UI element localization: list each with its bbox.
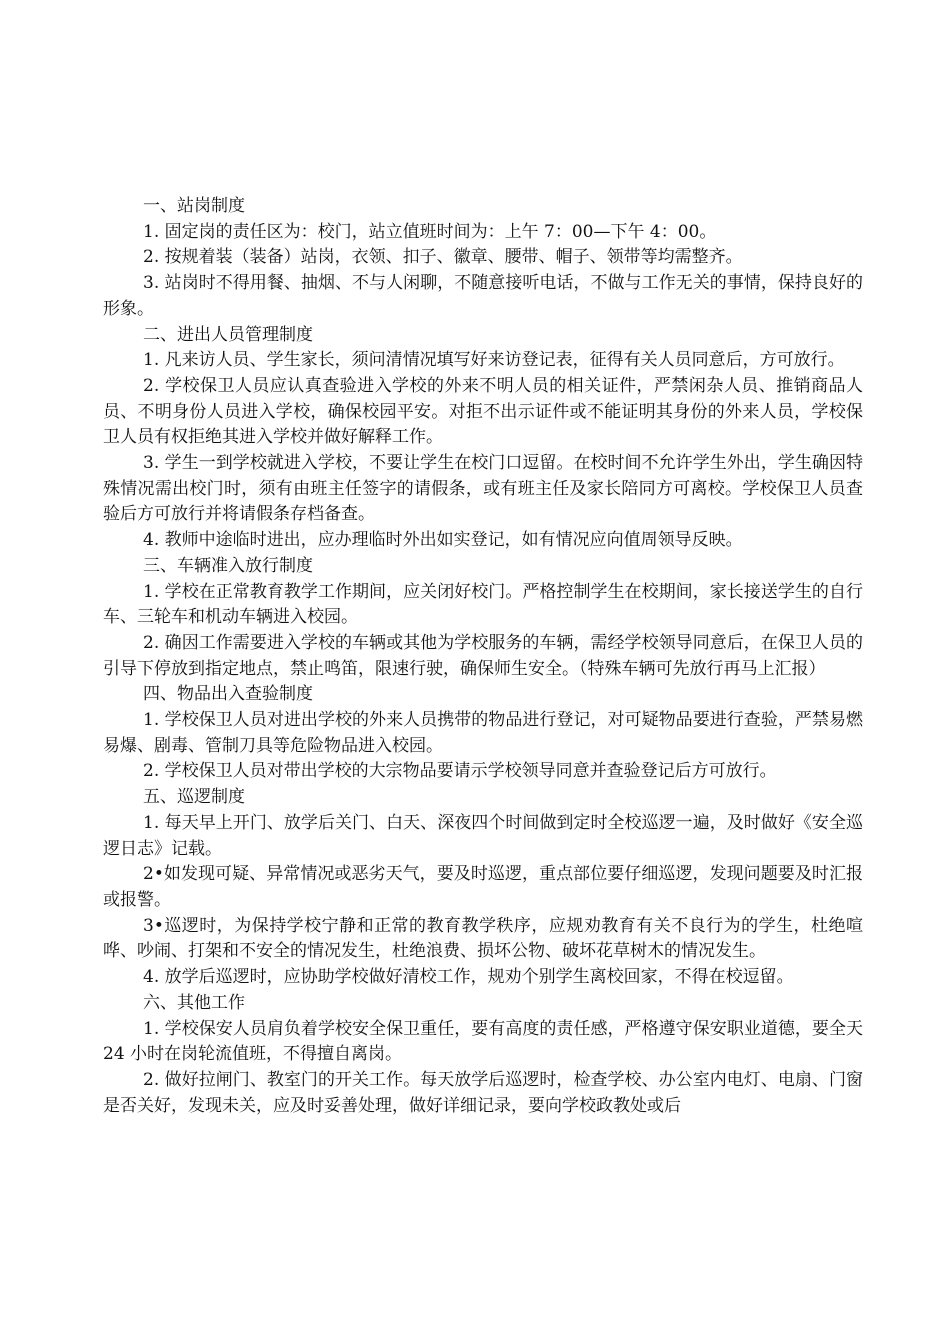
paragraph-2-2: 2. 学校保卫人员应认真查验进入学校的外来不明人员的相关证件，严禁闲杂人员、推销商品人员、不明身份人员进入学校，确保校园平安。对拒不出示证件或不能证明其身份的外来人员，学校保卫人员有权拒绝其进入学校并做好解释工作。 [103, 375, 863, 448]
paragraph-6-1: 1. 学校保安人员肩负着学校安全保卫重任，要有高度的责任感，严格遵守保安职业道德，要全天 24 小时在岗轮流值班，不得擅自离岗。 [103, 1018, 863, 1065]
paragraph-5-4: 4. 放学后巡逻时，应协助学校做好清校工作，规劝个别学生离校回家，不得在校逗留。 [143, 967, 794, 988]
section-heading-1: 一、站岗制度 [143, 196, 245, 216]
section-heading-3: 三、车辆准入放行制度 [143, 555, 313, 576]
paragraph-5-2: 2•如发现可疑、异常情况或恶劣天气，要及时巡逻，重点部位要仔细巡逻，发现问题要及时汇报或报警。 [103, 864, 863, 910]
paragraph-5-1: 1. 每天早上开门、放学后关门、白天、深夜四个时间做到定时全校巡逻一遍，及时做好《安全巡逻日志》记载。 [103, 812, 863, 859]
paragraph-6-2: 2. 做好拉闸门、教室门的开关工作。每天放学后巡逻时，检查学校、办公室内电灯、电扇、门窗是否关好，发现未关，应及时妥善处理，做好详细记录，要向学校政教处或后 [103, 1069, 863, 1116]
paragraph-3-1: 1. 学校在正常教育教学工作期间，应关闭好校门。严格控制学生在校期间，家长接送学生的自行车、三轮车和机动车辆进入校园。 [103, 581, 863, 628]
section-heading-6: 六、其他工作 [143, 992, 245, 1013]
paragraph-1-1: 1. 固定岗的责任区为：校门，站立值班时间为：上午 7：00—下午 4：00。 [143, 221, 717, 242]
paragraph-1-2: 2. 按规着装（装备）站岗，衣领、扣子、徽章、腰带、帽子、领带等均需整齐。 [143, 247, 743, 268]
paragraph-4-1: 1. 学校保卫人员对进出学校的外来人员携带的物品进行登记，对可疑物品要进行查验，严禁易燃易爆、剧毒、管制刀具等危险物品进入校园。 [103, 710, 863, 756]
section-heading-4: 四、物品出入查验制度 [143, 684, 313, 705]
paragraph-2-1: 1. 凡来访人员、学生家长，须问清情况填写好来访登记表，征得有关人员同意后，方可放行。 [143, 350, 845, 371]
paragraph-2-3: 3. 学生一到学校就进入学校，不要让学生在校门口逗留。在校时间不允许学生外出，学生确因特殊情况需出校门时，须有由班主任签字的请假条，或有班主任及家长陪同方可离校。学校保卫人员查验后方可放行并将请假条存档备查。 [103, 453, 863, 525]
document-body [103, 194, 863, 1119]
section-heading-2: 二、进出人员管理制度 [143, 324, 313, 345]
paragraph-3-2: 2. 确因工作需要进入学校的车辆或其他为学校服务的车辆，需经学校领导同意后，在保卫人员的引导下停放到指定地点，禁止鸣笛，限速行驶，确保师生安全。（特殊车辆可先放行再马上汇报） [103, 632, 863, 679]
section-heading-5: 五、巡逻制度 [143, 787, 245, 808]
paragraph-4-2: 2. 学校保卫人员对带出学校的大宗物品要请示学校领导同意并查验登记后方可放行。 [143, 761, 777, 782]
paragraph-1-3: 3. 站岗时不得用餐、抽烟、不与人闲聊，不随意接听电话，不做与工作无关的事情，保持良好的形象。 [103, 273, 863, 319]
paragraph-5-3: 3•巡逻时，为保持学校宁静和正常的教育教学秩序，应规劝教育有关不良行为的学生，杜绝喧哗、吵闹、打架和不安全的情况发生，杜绝浪费、损坏公物、破坏花草树木的情况发生。 [103, 915, 863, 962]
paragraph-2-4: 4. 教师中途临时进出，应办理临时外出如实登记，如有情况应向值周领导反映。 [143, 530, 743, 551]
